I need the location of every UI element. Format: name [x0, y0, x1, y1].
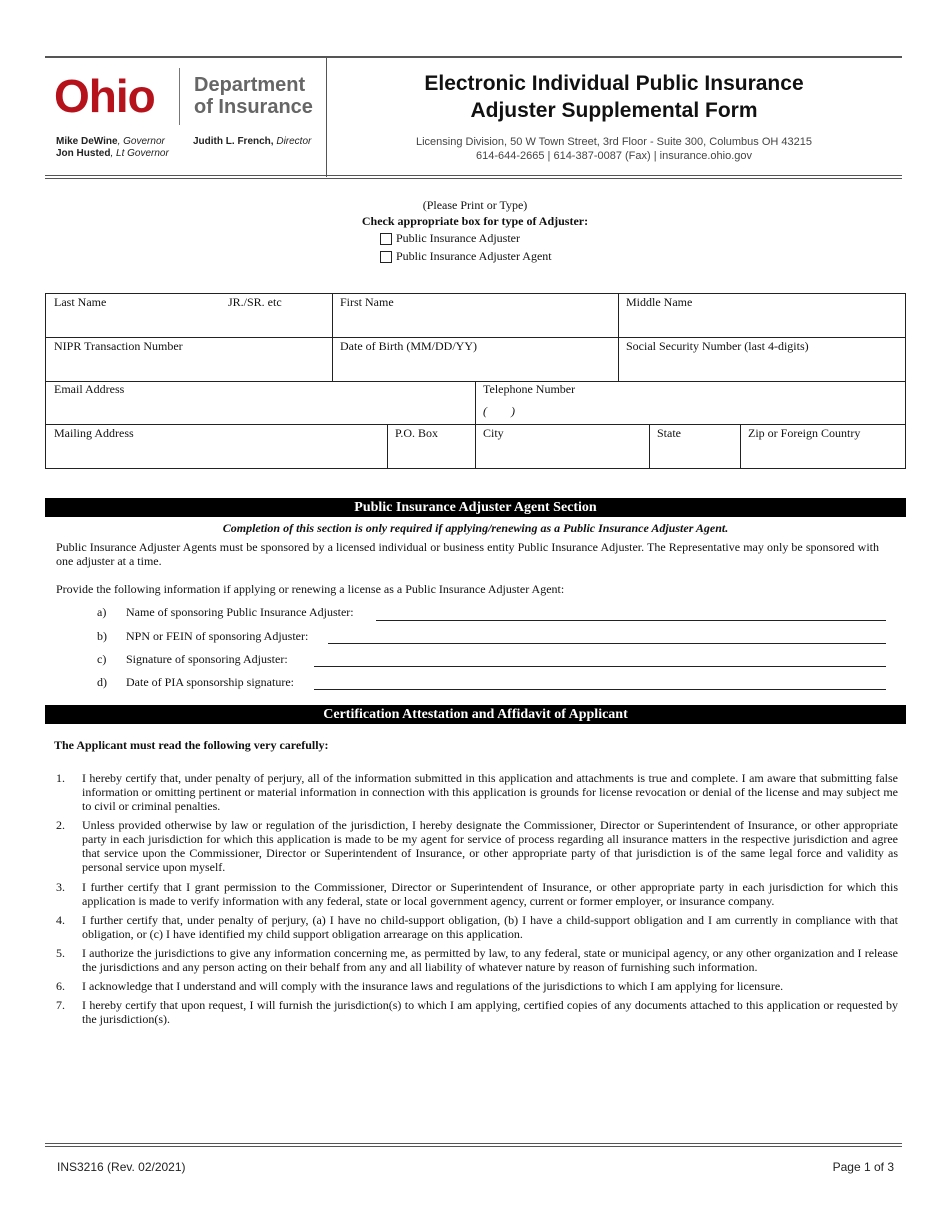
- governor-title: , Governor: [117, 136, 165, 147]
- department-line-2: of Insurance: [194, 96, 313, 118]
- lt-governor-title: , Lt Governor: [110, 148, 169, 159]
- contact-phones: 614-644-2665 | 614-387-0087 (Fax) | insurance.ohio.gov: [475, 150, 752, 162]
- certification-item-7: [56, 998, 898, 1026]
- header-divider: [326, 57, 327, 177]
- field-state[interactable]: State: [657, 426, 681, 440]
- sponsorship-date-line[interactable]: [314, 689, 886, 690]
- lt-governor-name: Jon Husted: [56, 148, 111, 159]
- option-label: Public Insurance Adjuster Agent: [396, 249, 552, 263]
- agent-section-header: Public Insurance Adjuster Agent Section: [45, 498, 906, 517]
- field-city[interactable]: City: [483, 426, 504, 440]
- certification-item-6: [56, 979, 898, 993]
- option-label: Public Insurance Adjuster: [396, 231, 520, 245]
- agent-item-c-letter: c): [97, 652, 107, 666]
- cert-text: Unless provided otherwise by law or regulation of the jurisdiction, I hereby designate the Commissioner, Director or Superintendent of Insurance, or other appropriate party in each jurisdiction for which this application is made to be my agent for service of process regarding all insurance matters in the respective jurisdiction and agree that service upon the Commissioner, Director or Superintendent of Insurance, or other appropriate party of that jurisdiction is of the same legal force and validity as personal service upon myself.: [82, 818, 898, 874]
- field-middle-name[interactable]: Middle Name: [626, 295, 693, 309]
- col-divider: [649, 424, 650, 468]
- certification-item-3: [56, 880, 898, 908]
- cert-text: I acknowledge that I understand and will comply with the insurance laws and regulations of the jurisdictions to which I am applying for licensure.: [82, 979, 784, 993]
- cert-number: 4.: [56, 913, 65, 927]
- logo-separator: [179, 68, 180, 125]
- cert-number: 1.: [56, 771, 65, 785]
- form-title-line-1: Electronic Individual Public Insurance: [424, 72, 804, 95]
- sponsor-npn-line[interactable]: [328, 643, 886, 644]
- agent-item-a-letter: a): [97, 605, 107, 619]
- ohio-logo-text: Ohio: [54, 70, 155, 122]
- option-public-insurance-adjuster[interactable]: [380, 231, 520, 246]
- certification-item-4: [56, 913, 898, 941]
- header-bottom-rule-2: [45, 178, 902, 179]
- agent-item-d-label: Date of PIA sponsorship signature:: [126, 675, 294, 689]
- cert-text: I further certify that, under penalty of perjury, (a) I have no child-support obligation, (b) I have a child-support obligation and I am currently in compliance with that obligation, or (c) I have identified my child support obligation arrearage on this application.: [82, 913, 898, 941]
- footer-rule-2: [45, 1146, 902, 1147]
- sponsor-signature-line[interactable]: [314, 666, 886, 667]
- ohio-logo: [54, 70, 155, 122]
- header-bottom-rule: [45, 175, 902, 176]
- adjuster-type-instruction: Check appropriate box for type of Adjuster:: [361, 214, 589, 228]
- header-top-rule: [45, 56, 902, 58]
- print-note: (Please Print or Type): [422, 198, 528, 212]
- department-line-1: Department: [194, 74, 306, 96]
- sponsor-name-line[interactable]: [376, 620, 886, 621]
- agent-section-note: Completion of this section is only required if applying/renewing as a Public Insurance Adjuster Agent.: [222, 521, 729, 535]
- cert-text: I hereby certify that upon request, I will furnish the jurisdiction(s) to which I am applying, certified copies of any documents attached to this application or requested by the jurisdiction(s).: [82, 998, 898, 1026]
- form-title-line-2: Adjuster Supplemental Form: [470, 99, 758, 122]
- governor-name: Mike DeWine: [56, 136, 118, 147]
- agent-item-b-label: NPN or FEIN of sponsoring Adjuster:: [126, 629, 309, 643]
- col-divider: [332, 294, 333, 381]
- agent-item-b-letter: b): [97, 629, 107, 643]
- field-po-box[interactable]: P.O. Box: [395, 426, 439, 440]
- director-block: [193, 136, 311, 148]
- checkbox-adjuster-agent[interactable]: [380, 251, 392, 263]
- field-mailing-address[interactable]: Mailing Address: [54, 426, 134, 440]
- certification-header: Certification Attestation and Affidavit of Applicant: [45, 705, 906, 724]
- footer-rule: [45, 1143, 902, 1144]
- field-email[interactable]: Email Address: [54, 382, 125, 396]
- col-divider: [740, 424, 741, 468]
- agent-item-d-letter: d): [97, 675, 107, 689]
- field-telephone[interactable]: Telephone Number: [483, 382, 576, 396]
- page-number: Page 1 of 3: [832, 1160, 894, 1174]
- certification-item-2: [56, 818, 898, 874]
- cert-number: 5.: [56, 946, 65, 960]
- field-last-name[interactable]: Last Name: [54, 295, 107, 309]
- contact-address: Licensing Division, 50 W Town Street, 3rd Floor - Suite 300, Columbus OH 43215: [416, 136, 812, 148]
- applicant-info-table: [45, 293, 906, 469]
- field-ssn[interactable]: Social Security Number (last 4-digits): [626, 339, 809, 353]
- agent-paragraph-2: Provide the following information if applying or renewing a license as a Public Insurance Adjuster Agent:: [56, 582, 565, 596]
- agent-item-c-label: Signature of sponsoring Adjuster:: [126, 652, 288, 666]
- option-public-insurance-adjuster-agent[interactable]: [380, 249, 552, 264]
- cert-text: I hereby certify that, under penalty of perjury, all of the information submitted in this application and attachments is true and complete. I am aware that submitting false information or omitting pertinent or material information in connection with this application is grounds for license revocation or denial of the license and may subject me to civil or criminal penalties.: [82, 771, 898, 813]
- cert-number: 6.: [56, 979, 65, 993]
- agent-paragraph-1: Public Insurance Adjuster Agents must be sponsored by a licensed individual or business entity Public Insurance Adjuster. The Representative may only be sponsored with one adjuster at a time.: [56, 540, 879, 568]
- agent-item-a-label: Name of sponsoring Public Insurance Adjuster:: [126, 605, 354, 619]
- cert-number: 2.: [56, 818, 65, 832]
- telephone-area-code: ( ): [483, 404, 515, 418]
- director-title: Director: [273, 136, 312, 147]
- field-dob[interactable]: Date of Birth (MM/DD/YY): [340, 339, 477, 353]
- col-divider: [475, 381, 476, 468]
- cert-text: I authorize the jurisdictions to give any information concerning me, as permitted by law, to any federal, state or municipal agency, or any other organization and I release the jurisdictions and any person acting on their behalf from any and all liability of whatever nature by reason of furnishing such information.: [82, 946, 898, 974]
- field-zip[interactable]: Zip or Foreign Country: [748, 426, 861, 440]
- row-divider: [46, 337, 905, 338]
- col-divider: [387, 424, 388, 468]
- cert-number: 3.: [56, 880, 65, 894]
- field-nipr[interactable]: NIPR Transaction Number: [54, 339, 183, 353]
- department-name: [194, 74, 313, 118]
- certification-intro: The Applicant must read the following very carefully:: [54, 738, 329, 752]
- col-divider: [618, 294, 619, 381]
- governor-block: [56, 136, 169, 160]
- contact-info: [340, 135, 888, 163]
- cert-number: 7.: [56, 998, 65, 1012]
- checkbox-adjuster[interactable]: [380, 233, 392, 245]
- director-name: Judith L. French,: [193, 136, 274, 147]
- field-suffix[interactable]: JR./SR. etc: [228, 295, 282, 309]
- form-id: INS3216 (Rev. 02/2021): [57, 1160, 186, 1174]
- form-title: [340, 70, 888, 124]
- certification-item-5: [56, 946, 898, 974]
- cert-text: I further certify that I grant permission to the Commissioner, Director or Superintendent of Insurance, or other appropriate party in each jurisdiction for which this application is made to verify information with any federal, state or local government agency, current or former employer, or insurance company.: [82, 880, 898, 908]
- field-first-name[interactable]: First Name: [340, 295, 394, 309]
- certification-item-1: [56, 771, 898, 813]
